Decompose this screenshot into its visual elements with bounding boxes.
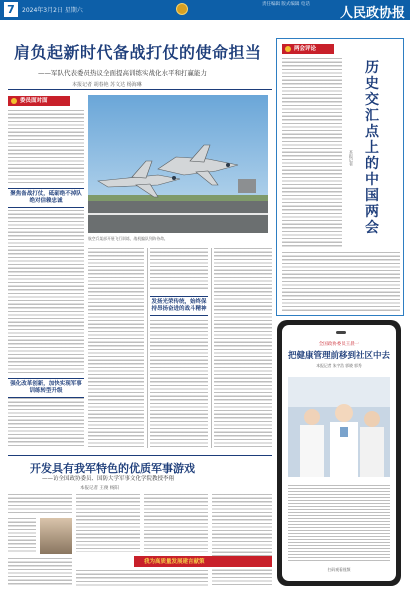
portrait-photo [40,518,72,554]
second-column-1c [8,558,72,586]
second-column-3 [144,494,208,552]
phone-photo [288,377,390,477]
second-column-bottom [76,570,208,586]
phone-mockup [277,320,401,586]
page-number: 7 [4,2,18,17]
article-column-3b [150,320,208,448]
phone-notch [336,331,346,334]
phone-headline: 把健康管理前移到社区中去 [287,351,390,361]
column-divider-2 [211,248,212,448]
side-column-text-a [282,58,342,248]
article-column-1b [8,210,84,375]
main-subheadline: ——军队代表委员热议全面提高训练实战化水平和打赢能力 [38,69,207,77]
fighter-jets-photo [88,95,268,233]
phone-header: 全国政协委员王晨一 [318,342,360,347]
second-article-rule [8,455,272,456]
editor-info: 责任编辑 版式编辑 电话 [262,2,310,7]
main-headline: 肩负起新时代备战打仗的使命担当 [14,43,262,62]
phone-byline: 本报记者 朱字浩 郭晓 郭秀 [316,363,362,368]
page-header [0,0,410,40]
issue-date: 2024年3月2日 星期六 [22,7,83,14]
phone-screen [282,325,396,581]
second-byline: 本报记者 王俊 杨阳 [80,486,119,491]
second-column-4 [212,494,272,586]
headline-rule [8,89,272,90]
column-divider-1 [147,248,148,448]
article-column-1c [8,398,84,446]
main-byline: 本报记者 胡春艳 苏文达 杨海琳 [72,82,142,88]
phone-article-text [288,485,390,563]
second-column-2 [76,494,140,552]
photo-caption: 航空兵某部开展飞行训练，战机编队列阵待命。 [88,236,168,241]
pull-quote-2: 强化改革创新，加快实现军事训练转型升级 [8,378,84,398]
footer-banner [134,556,272,567]
article-column-2 [88,248,144,448]
phone-footer: 扫码观看视频 [327,567,351,572]
jets-illustration [88,95,268,233]
side-column-text-b [282,252,400,312]
second-subheadline: ——访全国政协委员、国防大学军事文化学院教授李翔 [42,476,175,482]
footer-banner-text: 我为高质量发展建言献策 [144,559,205,565]
pull-quote-1: 聚焦备战打仗，砥砺绝不掉队绝对信赖忠诚 [8,188,84,208]
section-label-side: 两会评论 [282,44,334,54]
pull-quote-3: 发扬光荣传统，始终保持昂扬奋进的战斗精神 [150,296,208,316]
medical-staff-illustration [288,377,390,477]
second-column-1a [8,494,72,514]
section-label-main: 委员面对面 [8,96,70,106]
masthead-brand: 人民政协报 两会专刊 [340,6,406,40]
side-feature-title: 历史交汇点上的中国两会 [365,60,379,236]
side-feature-author: 本报记者 [349,150,354,166]
article-column-3a [150,248,208,290]
second-headline: 开发具有我军特色的优质军事游戏 [30,462,195,475]
article-column-4 [214,248,272,448]
article-column-1a [8,110,84,185]
cppcc-emblem-icon [176,3,188,15]
second-column-1b [8,518,36,554]
